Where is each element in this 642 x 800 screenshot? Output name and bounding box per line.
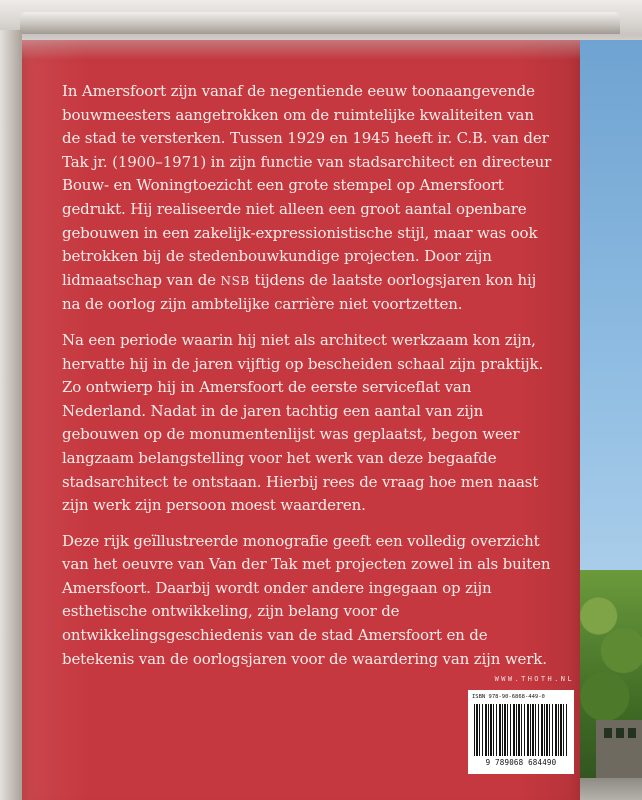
barcode-box <box>468 690 574 774</box>
isbn-label: ISBN 978-90-6868-449-0 <box>472 694 545 700</box>
building-window <box>616 728 624 738</box>
blurb-paragraph-2: Na een periode waarin hij niet als architect werkzaam kon zijn, hervatte hij in de jaren vijftig op bescheiden schaal zijn praktijk. Zo ontwierp hij in Amersfoort de eerste serviceflat van Nederland. Nadat in de jaren tachtig een aantal van zijn gebouwen op de monumentenlijst was geplaatst, begon weer langzaam belangstelling voor het werk van deze begaafde stadsarchitect te ontstaan. Hierbij rees de vraag hoe men naast zijn werk zijn persoon moest waarderen. <box>62 330 544 515</box>
book-page-edge <box>0 30 22 800</box>
plastic-wrap-fold <box>20 12 620 34</box>
building-window <box>628 728 636 738</box>
nsb-abbreviation: NSB <box>220 273 250 288</box>
blurb-paragraph-1: In Amersfoort zijn vanaf de negentiende eeuw toonaangevende bouwmeesters aangetrokken om de ruimtelijke kwaliteiten van de stad te versterken. Tussen 1929 en 1945 heeft ir. C.B. van der Tak jr. (1900–1971) in zijn functie van stadsarchitect en directeur Bouw- en Woningtoezicht een grote stempel op Amersfoort gedrukt. Hij realiseerde niet alleen een groot aantal openbare gebouwen in een zakelijk-expressionistische stijl, maar was ook betrokken bij de stedenbouwkundige projecten. Door zijn lidmaatschap van de NSB tijdens de laatste oorlogsjaren kon hij na de oorlog zijn ambtelijke carrière niet voortzetten. <box>62 82 552 314</box>
adjacent-cover-road <box>580 778 642 800</box>
barcode-digits: 9 789068 684490 <box>485 758 557 767</box>
barcode-icon <box>474 704 568 756</box>
publisher-website: WWW.THOTH.NL <box>494 675 574 683</box>
blurb-paragraph-3: Deze rijk geïllustreerde monografie geeft een volledig overzicht van het oeuvre van Van der Tak met projecten zowel in als buiten Amersfoort. Daarbij wordt onder andere ingegaan op zijn esthetische ontwikkeling, zijn belang voor de ontwikkelingsgeschiedenis van de stad Amersfoort en de betekenis van de oorlogsjaren voor de waardering van zijn werk. <box>62 531 551 668</box>
building-window <box>604 728 612 738</box>
wrap-glare <box>22 40 580 60</box>
blurb-text <box>62 80 552 683</box>
